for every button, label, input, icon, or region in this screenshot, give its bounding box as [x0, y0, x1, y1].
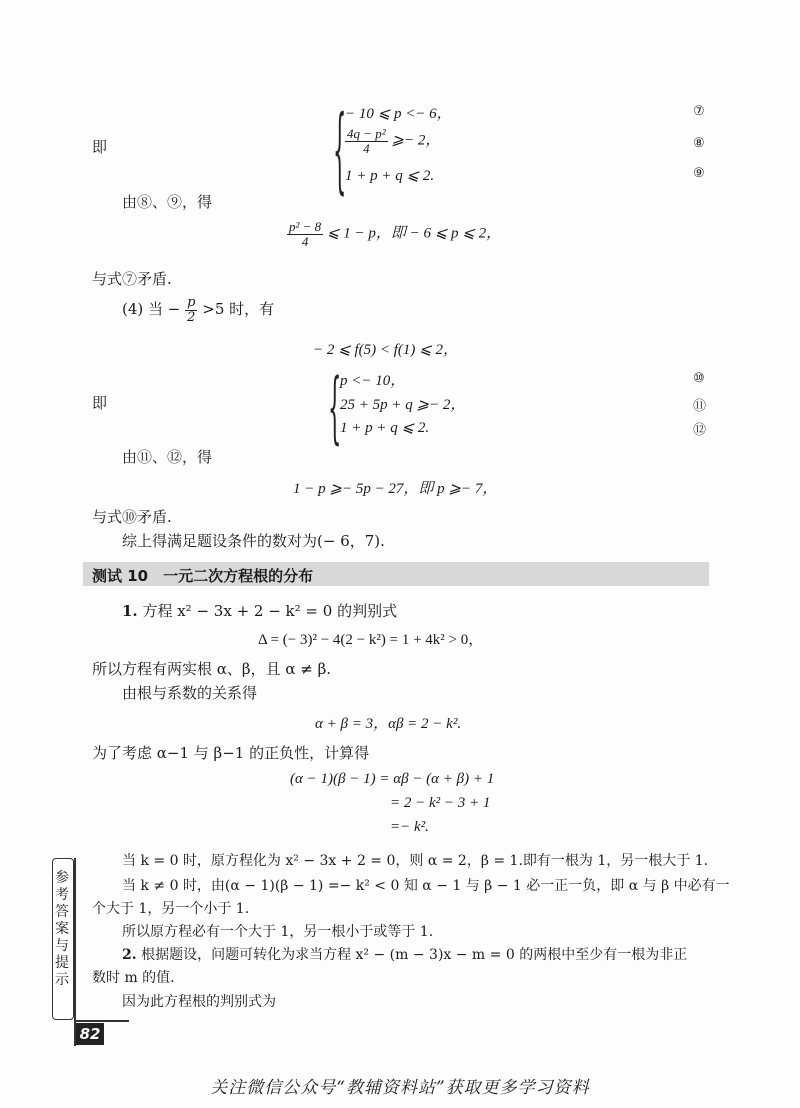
case-k-zero: 当 k = 0 时，原方程化为 x² − 3x + 2 = 0，则 α = 2，β = 1.即有一根为 1，另一根大于 1.: [122, 853, 709, 869]
eq-marker-10: ⑩: [693, 371, 705, 386]
left-brace-2: {: [328, 364, 342, 455]
eq-marker-12: ⑫: [693, 423, 707, 438]
calc-line-2: = 2 − k² − 3 + 1: [390, 795, 491, 811]
sys2-line1: p <− 10，: [340, 373, 406, 389]
case-k-nonzero-a: 当 k ≠ 0 时，由(α − 1)(β − 1) =− k² < 0 知 α − 1 与 β − 1 必一正一负，即 α 与 β 中必有一: [122, 878, 730, 894]
contradiction-7: 与式⑦矛盾.: [92, 270, 172, 288]
eq-marker-8: ⑧: [693, 136, 705, 151]
problem-2-line-a: 2. 根据题设，问题可转化为求当方程 x² − (m − 3)x − m = 0 的两根中至少有一根为非正: [122, 947, 688, 963]
sys2-line3: 1 + p + q ⩽ 2.: [340, 420, 430, 436]
discriminant-intro: 因为此方程根的判别式为: [122, 994, 276, 1010]
from-11-12: 由⑪、⑫，得: [122, 448, 213, 466]
from-8-9: 由⑧、⑨，得: [122, 193, 213, 211]
sys1-line2: $\frac{\text{4q − p²}}{4}$ ⩾− 2，: [347, 126, 441, 156]
equation-p-range: $\frac{\text{p² − 8}}{4}$ ⩽ 1 − p，即 − 6 ⩽ p ⩽ 2，: [289, 219, 502, 249]
equation-p-lower: 1 − p ⩾− 5p − 27，即 p ⩾− 7，: [293, 481, 498, 497]
vieta-intro: 由根与系数的关系得: [122, 684, 258, 702]
eq-marker-7: ⑦: [693, 104, 705, 119]
two-real-roots: 所以方程有两实根 α、β，且 α ≠ β.: [92, 660, 332, 678]
case-k-nonzero-b: 个大于 1，另一个小于 1.: [92, 901, 250, 917]
conclusion-1: 所以原方程必有一个大于 1，另一根小于或等于 1.: [122, 924, 434, 940]
sys1-line3: 1 + p + q ⩽ 2.: [345, 168, 435, 184]
contradiction-10: 与式⑩矛盾.: [92, 508, 172, 526]
footer-note: 关注微信公众号“教辅资料站”获取更多学习资料: [210, 1078, 590, 1098]
problem-2-line-b: 数时 m 的值.: [92, 970, 175, 986]
calc-line-3: =− k².: [390, 819, 429, 835]
problem-1-number: 1.: [122, 602, 138, 620]
section-title: 测试 10 一元二次方程根的分布: [92, 567, 314, 585]
sys2-line2: 25 + 5p + q ⩾− 2，: [340, 397, 466, 413]
side-tab-label: 参考答案与提示: [55, 870, 69, 988]
equation-f-bounds: − 2 ⩽ f(5) < f(1) ⩽ 2，: [313, 342, 458, 358]
sign-intro: 为了考虑 α−1 与 β−1 的正负性，计算得: [92, 744, 370, 762]
problem-1-intro: 1. 方程 x² − 3x + 2 − k² = 0 的判别式: [122, 602, 398, 620]
ji-label-1: 即: [92, 138, 108, 156]
sys1-line1: − 10 ⩽ p <− 6，: [345, 106, 452, 122]
ji-label-2: 即: [92, 394, 108, 412]
equation-vieta: α + β = 3，αβ = 2 − k².: [315, 716, 462, 732]
page-number: 82: [76, 1023, 104, 1045]
eq-marker-9: ⑨: [693, 166, 705, 181]
equation-discriminant: Δ = (− 3)² − 4(2 − k²) = 1 + 4k² > 0，: [258, 632, 484, 648]
left-brace-1: {: [333, 98, 347, 207]
problem-2-number: 2.: [122, 947, 137, 963]
eq-marker-11: ⑪: [693, 399, 707, 414]
summary-line: 综上得满足题设条件的数对为(− 6，7).: [122, 532, 385, 550]
margin-vertical-rule: [74, 858, 76, 1046]
calc-line-1: (α − 1)(β − 1) = αβ − (α + β) + 1: [290, 771, 495, 787]
case-4: (4) 当 − $\frac{p}{2}$ >5 时，有: [122, 295, 275, 325]
margin-horizontal-rule: [74, 1020, 129, 1022]
